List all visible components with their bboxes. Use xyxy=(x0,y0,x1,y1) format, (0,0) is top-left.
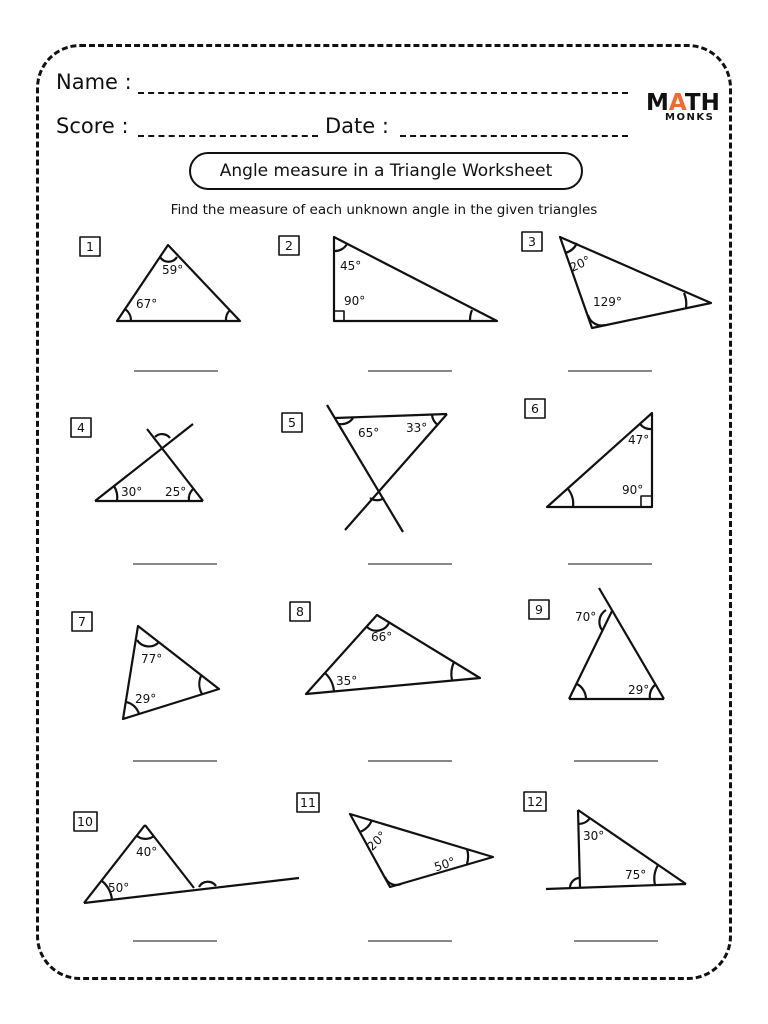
angle-arc xyxy=(334,244,347,251)
problem-number: 11 xyxy=(300,795,316,810)
angle-label: 65° xyxy=(358,426,380,440)
angle-arc xyxy=(370,498,384,500)
problem-2 xyxy=(279,236,497,371)
problem-number: 4 xyxy=(77,420,85,435)
angle-arc xyxy=(360,820,372,832)
extended-side xyxy=(327,405,403,532)
angle-label: 90° xyxy=(622,483,644,497)
angle-arc xyxy=(684,293,686,308)
logo-m: M xyxy=(646,90,669,116)
angle-arc xyxy=(155,434,170,438)
angle-arc xyxy=(650,685,655,699)
problem-number: 9 xyxy=(535,602,543,617)
problem-number: 6 xyxy=(531,401,539,416)
angle-arc xyxy=(160,257,177,262)
angle-arc xyxy=(470,310,472,321)
angle-arc xyxy=(125,309,131,321)
name-label: Name : xyxy=(56,70,132,94)
angle-label: 33° xyxy=(406,421,428,435)
angle-label: 59° xyxy=(162,263,184,277)
angle-arc xyxy=(565,243,577,253)
problem-8 xyxy=(290,602,480,761)
triangle xyxy=(560,237,711,328)
angle-label: 50° xyxy=(108,881,130,895)
problem-number: 12 xyxy=(527,794,543,809)
angle-arc xyxy=(640,424,652,429)
problem-number: 7 xyxy=(78,614,86,629)
angle-label: 30° xyxy=(583,829,605,843)
problem-number: 3 xyxy=(528,234,536,249)
angle-label: 40° xyxy=(136,845,158,859)
top-side xyxy=(335,414,447,418)
angle-label: 29° xyxy=(135,692,157,706)
problem-4 xyxy=(71,418,217,564)
problem-5 xyxy=(282,405,452,564)
extended-side xyxy=(546,884,686,889)
logo-th: TH xyxy=(684,90,720,116)
angle-arc xyxy=(577,684,586,699)
triangle-side xyxy=(578,810,580,888)
problem-1 xyxy=(80,237,240,371)
angle-arc xyxy=(654,865,658,885)
angle-label: 45° xyxy=(340,259,362,273)
angle-arc xyxy=(325,673,334,692)
angle-arc xyxy=(451,662,454,680)
angle-arc xyxy=(578,818,590,824)
date-label: Date : xyxy=(325,114,389,138)
angle-label: 25° xyxy=(165,485,187,499)
problem-9 xyxy=(529,588,664,761)
triangle xyxy=(334,237,497,321)
problem-10 xyxy=(74,812,299,941)
angle-arc xyxy=(432,415,438,425)
problem-number: 1 xyxy=(86,239,94,254)
right-angle-mark xyxy=(641,496,652,507)
logo-subtitle: MONKS xyxy=(665,112,715,123)
worksheet-instructions: Find the measure of each unknown angle in the given triangles xyxy=(170,202,598,218)
angle-label: 30° xyxy=(121,485,143,499)
problem-number: 2 xyxy=(285,238,293,253)
problem-number: 10 xyxy=(77,814,93,829)
angle-label: 75° xyxy=(625,868,647,882)
problem-6 xyxy=(525,399,652,564)
score-label: Score : xyxy=(56,114,129,138)
angle-arc xyxy=(339,418,353,424)
angle-label: 66° xyxy=(371,630,393,644)
angle-arc xyxy=(114,486,117,501)
problem-number: 8 xyxy=(296,604,304,619)
angle-label: 35° xyxy=(336,674,358,688)
problem-11 xyxy=(297,793,493,941)
angle-label: 77° xyxy=(141,652,163,666)
angle-label: 70° xyxy=(575,610,597,624)
angle-label: 29° xyxy=(628,683,650,697)
logo-a-triangle: A xyxy=(668,90,685,116)
angle-arc xyxy=(199,676,202,694)
worksheet-title-text: Angle measure in a Triangle Worksheet xyxy=(219,161,553,181)
angle-arc xyxy=(226,310,230,321)
angle-arc xyxy=(137,836,154,839)
problem-3 xyxy=(522,232,711,371)
angle-label: 47° xyxy=(628,433,650,447)
angle-arc xyxy=(467,849,468,864)
angle-label: 129° xyxy=(593,295,622,309)
angle-label: 90° xyxy=(344,294,366,308)
angle-arc xyxy=(199,882,216,887)
angle-arc xyxy=(189,489,193,501)
angle-label: 20° xyxy=(567,252,593,275)
angle-label: 50° xyxy=(432,854,457,875)
angle-arc xyxy=(568,489,573,507)
triangle-side xyxy=(569,611,612,699)
problem-7 xyxy=(72,612,219,761)
angle-label: 20° xyxy=(364,828,390,854)
problem-12 xyxy=(524,792,686,941)
right-angle-mark xyxy=(334,311,344,321)
problem-number: 5 xyxy=(288,415,296,430)
angle-label: 67° xyxy=(136,297,158,311)
angle-arc xyxy=(570,878,579,888)
